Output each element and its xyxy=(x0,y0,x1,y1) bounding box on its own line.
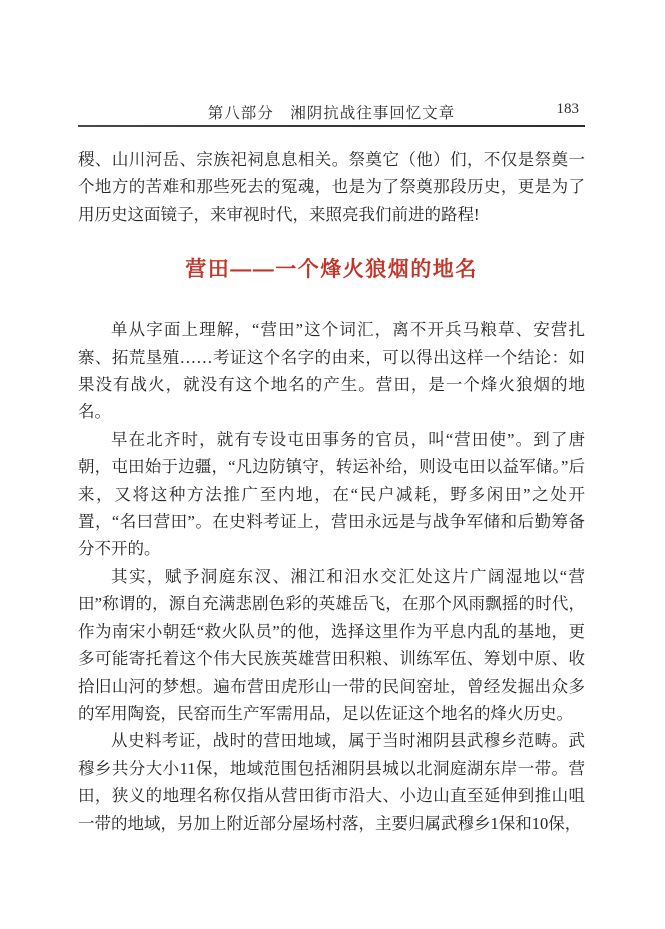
page-number: 183 xyxy=(556,101,579,117)
header-rule xyxy=(78,125,585,127)
running-header-title: 第八部分 湘阴抗战往事回忆文章 xyxy=(207,105,456,122)
body-paragraph: 早在北齐时，就有专设屯田事务的官员，叫“营田使”。到了唐朝，屯田始于边疆，“凡边防镇守，转运补给，则设屯田以益军储。”后来，又将这种方法推广至内地，在“民户减耗，野多闲田”之处开置，“名曰营田”。在史料考证上，营田永远是与战争军储和后勤筹备分不开的。 xyxy=(78,429,585,559)
body-paragraph: 其实，赋予洞庭东汊、湘江和汨水交汇处这片广阔湿地以“营田”称谓的，源自充满悲剧色彩的英雄岳飞，在那个风雨飘摇的时代，作为南宋小朝廷“救火队员”的他，选择这里作为平息内乱的基地，更多可能寄托着这个伟大民族英雄营田积粮、训练军伍、筹划中原、收拾旧山河的梦想。遍布营田虎形山一带的民间窑址，曾经发掘出众多的军用陶瓷，民窑而生产军需用品，足以佐证这个地名的烽火历史。 xyxy=(78,566,585,723)
article-body xyxy=(78,146,585,837)
body-paragraph: 单从字面上理解，“营田”这个词汇，离不开兵马粮草、安营扎寨、拓荒垦殖……考证这个名字的由来，可以得出这样一个结论：如果没有战火，就没有这个地名的产生。营田，是一个烽火狼烟的地名。 xyxy=(78,320,585,422)
running-header xyxy=(78,101,585,121)
body-paragraph: 从史料考证，战时的营田地域，属于当时湘阴县武穆乡范畴。武穆乡共分大小11保，地域范围包括湘阴县城以北洞庭湖东岸一带。营田，狭义的地理名称仅指从营田街市沿大、小边山直至延伸到推山咀一带的地域，另加上附近部分屋场村落，主要归属武穆乡1保和10保， xyxy=(78,731,585,833)
body-paragraph-intro: 稷、山川河岳、宗族祀祠息息相关。祭奠它（他）们，不仅是祭奠一个地方的苦难和那些死去的冤魂，也是为了祭奠那段历史，更是为了用历史这面镜子，来审视时代，来照亮我们前进的路程! xyxy=(78,150,585,224)
section-heading: 营田——一个烽火狼烟的地名 xyxy=(185,258,478,282)
